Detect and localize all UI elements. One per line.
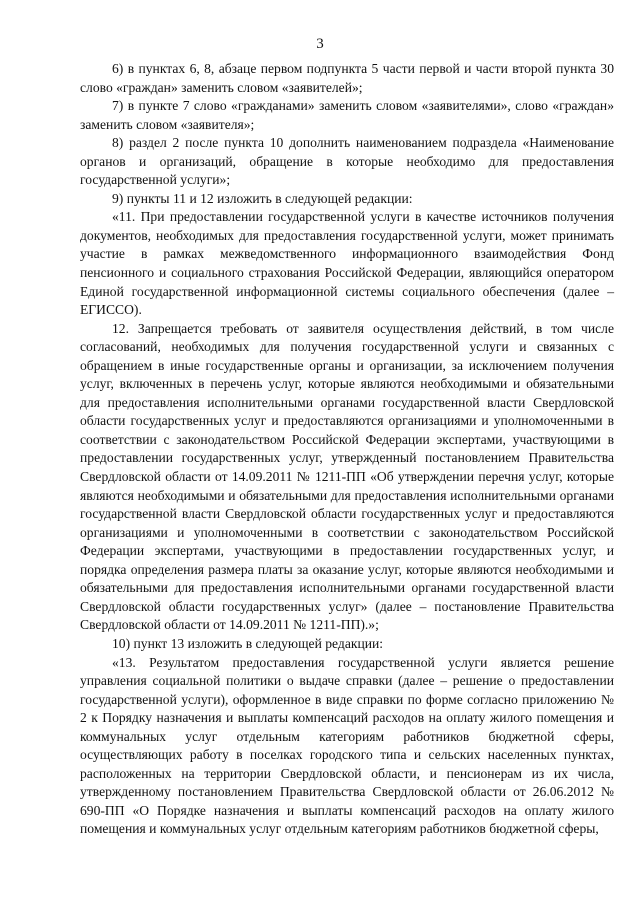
page-number: 3 (316, 36, 324, 52)
paragraph-item-10: 10) пункт 13 изложить в следующей редакции: (112, 635, 384, 651)
paragraph-clause-11: «11. При предоставлении государственной услуги в качестве источников получения документов, необходимых для предоставления государственной услуги, может принимать участие в рамках межведомственного информационного взаимодействия Фонд пенсионного и социального страхования Российской Федерации, являющийся оператором Единой государственной информационной системы социального обеспечения (далее – ЕГИССО). (80, 209, 614, 318)
paragraph-item-6: 6) в пунктах 6, 8, абзаце первом подпункта 5 части первой и части второй пункта 30 слово «граждан» заменить словом «заявителей»; (80, 61, 614, 95)
document-body (80, 60, 614, 839)
paragraph-clause-12: 12. Запрещается требовать от заявителя осуществления действий, в том числе согласований, необходимых для получения государственной услуги и связанных с обращением в иные государственные органы и организации, за исключением получения услуг, включенных в перечень услуг, которые являются необходимыми и обязательными для предоставления исполнительными органами государственной власти Свердловской области государственных услуг и предоставляются организациями и уполномоченными в соответствии с законодательством Российской Федерации экспертами, участвующими в предоставлении государственных услуг, утвержденный постановлением Правительства Свердловской области от 14.09.2011 № 1211-ПП «Об утверждении перечня услуг, которые являются необходимыми и обязательными для предоставления исполнительными органами государственной власти Свердловской области государственных услуг и предоставляются организациями и уполномоченными в соответствии с законодательством Российской Федерации экспертами, участвующими в предоставлении государственных услуг, и порядка определения размера платы за оказание услуг, которые являются необходимыми и обязательными для предоставления исполнительными органами государственной власти Свердловской области государственных услуг» (далее – постановление Правительства Свердловской области от 14.09.2011 № 1211-ПП).»; (80, 320, 614, 633)
paragraph-item-8: 8) раздел 2 после пункта 10 дополнить наименованием подраздела «Наименование органов и организаций, обращение в которые необходимо для предоставления государственной услуги»; (80, 135, 614, 188)
paragraph-item-9: 9) пункты 11 и 12 изложить в следующей редакции: (112, 190, 413, 206)
paragraph-clause-13: «13. Результатом предоставления государственной услуги является решение управления социальной политики о выдаче справки (далее – решение о предоставлении государственной услуги), оформленное в виде справки по форме согласно приложению № 2 к Порядку назначения и выплаты компенсаций расходов на оплату жилого помещения и коммунальных услуг отдельным категориям работников бюджетной сферы, осуществляющих работу в поселках городского типа и сельских населенных пунктах, расположенных на территории Свердловской области, и пенсионерам из их числа, утвержденному постановлением Правительства Свердловской области от 26.06.2012 № 690-ПП «О Порядке назначения и выплаты компенсаций расходов на оплату жилого помещения и коммунальных услуг отдельным категориям работников бюджетной сферы, (80, 654, 614, 837)
paragraph-item-7: 7) в пункте 7 слово «гражданами» заменить словом «заявителями», слово «граждан» заменить словом «заявителя»; (80, 98, 614, 132)
